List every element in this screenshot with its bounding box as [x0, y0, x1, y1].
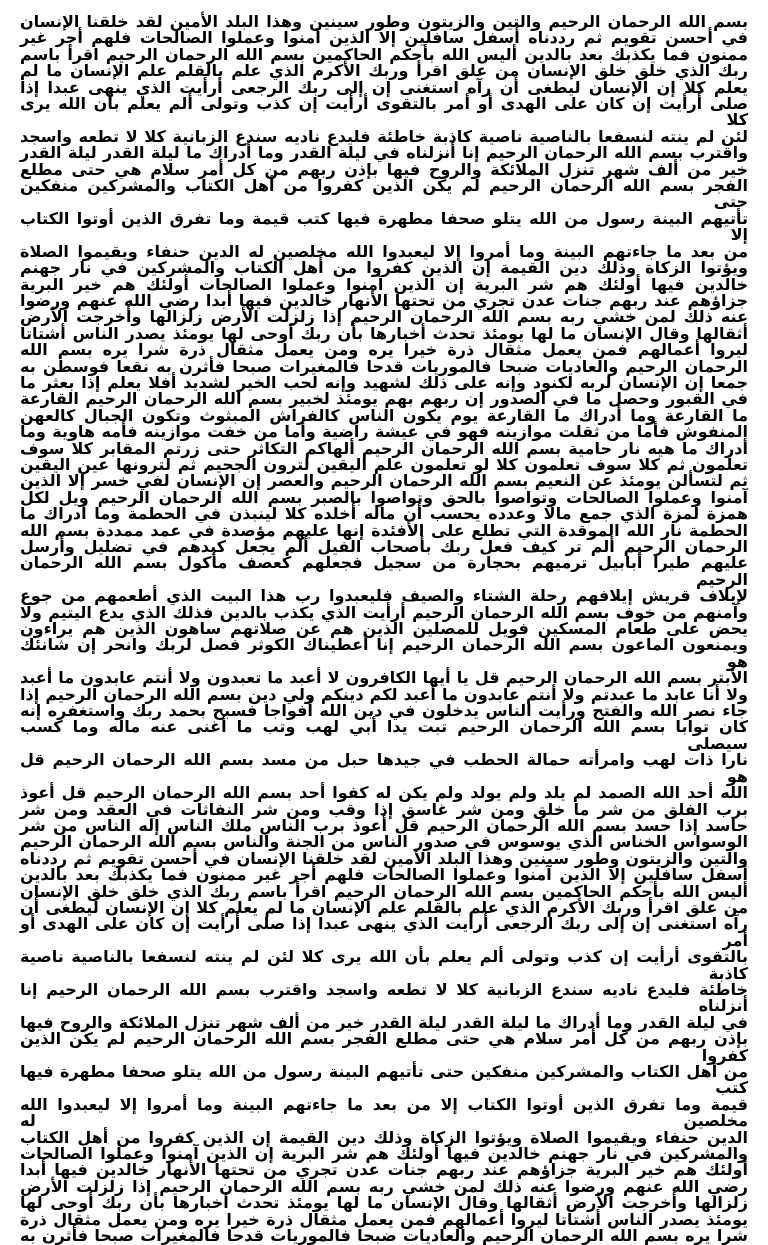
text-line: بسم الله الرحمان الرحيم والتين والزيتون وطور سينين وهذا البلد الأمين لقد خلقنا الإنسان	[20, 12, 748, 31]
text-line: همزة لمزة الذي جمع مالا وعدده يحسب أن ماله أخلده كلا لينبذن في الحطمة وما أدراك ما	[20, 504, 748, 524]
text-line: خير من ألف شهر تنزل الملائكة والروح فيها بإذن ربهم من كل أمر سلام هي حتى مطلع	[20, 159, 748, 179]
text-line: في القبور وحصل ما في الصدور إن ربهم بهم يومئذ لخبير بسم الله الرحمان الرحيم القارعة	[20, 389, 748, 409]
text-line: والتين والزيتون وطور سينين وهذا البلد الأمين لقد خلقنا الإنسان في أحسن تقويم ثم رددناه	[20, 848, 748, 868]
text-line: جزاؤهم عند ربهم جنات عدن تجري من تحتها الأنهار خالدين فيها أبدا رضي الله عنهم ورضوا	[20, 290, 748, 310]
text-line: أولئك هم خير البرية جزاؤهم عند ربهم جنات عدن تجري من تحتها الأنهار خالدين فيها أبدا	[20, 1160, 748, 1180]
text-line: الأبتر بسم الله الرحمان الرحيم قل يا أيها الكافرون لا أعبد ما تعبدون ولا أنتم عابدون ما أعبد	[20, 668, 748, 688]
text-line: جمعا إن الإنسان لربه لكنود وإنه على ذلك لشهيد وإنه لحب الخير لشديد أفلا يعلم إذا بعثر ما	[20, 372, 748, 392]
text-line: الرحمان الرحيم والعاديات ضبحا فالموريات قدحا فالمغيرات صبحا فأثرن به نقعا فوسطن به	[20, 356, 748, 376]
text-line: الله أحد الله الصمد لم يلد ولم يولد ولم يكن له كفوا أحد بسم الله الرحمان الرحيم قل أعوذ	[20, 783, 748, 803]
text-line: آمنوا وعملوا الصالحات وتواصوا بالحق وتواصوا بالصبر بسم الله الرحمان الرحيم ويل لكل	[20, 487, 748, 507]
text-line: من علق اقرأ وربك الأكرم الذي علم بالقلم علم الإنسان ما لم يعلم كلا إن الإنسان ليطغى أن	[20, 897, 748, 917]
text-line: شرا يره بسم الله الرحمان الرحيم والعاديات ضبحا فالموريات قدحا فالمغيرات صبحا فأثرن به	[20, 1226, 748, 1245]
text-line: أدراك ما هيه نار حامية بسم الله الرحمان الرحيم ألهاكم التكاثر حتى زرتم المقابر كلا سوف	[20, 438, 748, 458]
text-line: يومئذ يصدر الناس أشتاتا ليروا أعمالهم فمن يعمل مثقال ذرة خيرا يره ومن يعمل مثقال ذرة	[20, 1209, 748, 1229]
text-line: برب الفلق من شر ما خلق ومن شر غاسق إذا وقب ومن شر النفاثات في العقد ومن شر	[20, 799, 748, 819]
text-line: نارا ذات لهب وامرأته حمالة الحطب في جيدها حبل من مسد بسم الله الرحمان الرحيم قل هو	[20, 750, 748, 786]
text-line: الدين حنفاء ويقيموا الصلاة ويؤتوا الزكاة وذلك دين القيمة إن الذين كفروا من أهل الكتاب	[20, 1127, 748, 1147]
text-line: ثم لتسألن يومئذ عن النعيم بسم الله الرحمان الرحيم والعصر إن الإنسان لفي خسر إلا الذين	[20, 471, 748, 491]
text-line: ولا أنا عابد ما عبدتم ولا أنتم عابدون ما أعبد لكم دينكم ولي دين بسم الله الرحمان الرحيم إذا	[20, 684, 748, 704]
text-line: والمشركين في نار جهنم خالدين فيها أولئك هم شر البرية إن الذين آمنوا وعملوا الصالحات	[20, 1144, 748, 1164]
text-line: ويؤتوا الزكاة وذلك دين القيمة إن الذين كفروا من أهل الكتاب والمشركين في نار جهنم	[20, 258, 748, 278]
text-line: يحض على طعام المسكين فويل للمصلين الذين هم عن صلاتهم ساهون الذين هم يراءون	[20, 619, 748, 639]
text-line: خالدين فيها أولئك هم شر البرية إن الذين آمنوا وعملوا الصالحات أولئك هم خير البرية	[20, 274, 748, 294]
text-line: يعلم كلا إن الإنسان ليطغى أن رآه استغنى إن إلى ربك الرجعى أرأيت الذي ينهى عبدا إذا	[20, 77, 748, 97]
text-line: الرحمان الرحيم ألم تر كيف فعل ربك بأصحاب الفيل ألم يجعل كيدهم في تضليل وأرسل	[20, 537, 748, 556]
text-line: أثقالها وقال الإنسان ما لها يومئذ تحدث أخبارها بأن ربك أوحى لها يومئذ يصدر الناس أشتاتا	[20, 323, 748, 343]
text-line: من أهل الكتاب والمشركين منفكين حتى تأتيهم البينة رسول من الله يتلو صحفا مطهرة فيها كتب	[20, 1062, 748, 1098]
text-line: بإذن ربهم من كل أمر سلام هي حتى مطلع الفجر بسم الله الرحمان الرحيم لم يكن الذين كفروا	[20, 1029, 748, 1065]
text-line: زلزالها وأخرجت الأرض أثقالها وقال الإنسان ما لها يومئذ تحدث أخبارها بأن ربك أوحى لها	[20, 1193, 748, 1213]
text-line: رضي الله عنهم ورضوا عنه ذلك لمن خشي ربه بسم الله الرحمان الرحيم إذا زلزلت الأرض	[20, 1176, 748, 1196]
text-line: أسفل سافلين إلا الذين آمنوا وعملوا الصالحات فلهم أجر غير ممنون فما يكذبك بعد بالدين	[20, 865, 748, 885]
text-line: جاء نصر الله والفتح ورأيت الناس يدخلون في دين الله أفواجا فسبح بحمد ربك واستغفره إنه	[20, 701, 748, 721]
text-line: حاسد إذا حسد بسم الله الرحمان الرحيم قل أعوذ برب الناس ملك الناس إله الناس من شر	[20, 815, 748, 835]
text-line: الوسواس الخناس الذي يوسوس في صدور الناس من الجنة والناس بسم الله الرحمان الرحيم	[20, 832, 748, 852]
text-line: المنفوش فأما من ثقلت موازينه فهو في عيشة راضية وأما من خفت موازينه فأمه هاوية وما	[20, 422, 748, 442]
text-line: خاطئة فليدع ناديه سندع الزبانية كلا لا تطعه واسجد واقترب بسم الله الرحمان الرحيم إنا أنزلناه	[20, 979, 748, 1016]
text-line: لئن لم ينته لنسفعا بالناصية ناصية كاذبة خاطئة فليدع ناديه سندع الزبانية كلا لا تطعه واسجد	[20, 126, 748, 146]
text-line: في أحسن تقويم ثم رددناه أسفل سافلين إلا الذين آمنوا وعملوا الصالحات فلهم أجر غير	[20, 28, 748, 48]
text-line: الحطمة نار الله الموقدة التي تطلع على الأفئدة إنها عليهم مؤصدة في عمد ممددة بسم الله	[20, 520, 748, 540]
text-line: أليس الله بأحكم الحاكمين بسم الله الرحمان الرحيم اقرأ باسم ربك الذي خلق خلق الإنسان	[20, 881, 748, 901]
text-line: ربك الذي خلق خلق الإنسان من علق اقرأ وربك الأكرم الذي علم بالقلم علم الإنسان ما لم	[20, 61, 748, 81]
text-line: صلى أرأيت إن كان على الهدى أو أمر بالتقوى أرأيت إن كذب وتولى ألم يعلم بأن الله يرى كلا	[20, 94, 748, 130]
text-line: ما القارعة وما أدراك ما القارعة يوم يكون الناس كالفراش المبثوث وتكون الجبال كالعهن	[20, 405, 748, 425]
text-line: كان توابا بسم الله الرحمان الرحيم تبت يدا أبي لهب وتب ما أغنى عنه ماله وما كسب سيصلى	[20, 717, 748, 753]
text-line: الفجر بسم الله الرحمان الرحيم لم يكن الذين كفروا من أهل الكتاب والمشركين منفكين حتى	[20, 176, 748, 212]
text-line: عليهم طيرا أبابيل ترميهم بحجارة من سجيل فجعلهم كعصف مأكول بسم الله الرحمان الرحيم	[20, 553, 748, 589]
text-line: ممنون فما يكذبك بعد بالدين أليس الله بأحكم الحاكمين بسم الله الرحمان الرحيم اقرأ باسم	[20, 44, 748, 64]
text-line: ليروا أعمالهم فمن يعمل مثقال ذرة خيرا يره ومن يعمل مثقال ذرة شرا يره بسم الله	[20, 340, 748, 360]
text-line: تعلمون ثم كلا سوف تعلمون كلا لو تعلمون علم اليقين لترون الجحيم ثم لترونها عين اليقين	[20, 454, 748, 474]
text-line: عنه ذلك لمن خشي ربه بسم الله الرحمان الرحيم إذا زلزلت الأرض زلزالها وأخرجت الأرض	[20, 307, 748, 327]
text-line: قيمة وما تفرق الذين أوتوا الكتاب إلا من بعد ما جاءتهم البينة وما أمروا إلا ليعبدوا الله مخلصين له	[20, 1094, 748, 1131]
body-text	[20, 14, 748, 1244]
text-line: وآمنهم من خوف بسم الله الرحمان الرحيم أرأيت الذي يكذب بالدين فذلك الذي يدع اليتيم ولا	[20, 602, 748, 622]
text-line: ويمنعون الماعون بسم الله الرحمان الرحيم إنا أعطيناك الكوثر فصل لربك وانحر إن شانئك هو	[20, 635, 748, 671]
text-line: تأتيهم البينة رسول من الله يتلو صحفا مطهرة فيها كتب قيمة وما تفرق الذين أوتوا الكتاب إلا	[20, 208, 748, 245]
text-line: لإيلاف قريش إيلافهم رحلة الشتاء والصيف فليعبدوا رب هذا البيت الذي أطعمهم من جوع	[20, 586, 748, 606]
text-line: من بعد ما جاءتهم البينة وما أمروا إلا ليعبدوا الله مخلصين له الدين حنفاء ويقيموا الصلاة	[20, 241, 748, 261]
text-line: رآه استغنى إن إلى ربك الرجعى أرأيت الذي ينهى عبدا إذا صلى أرأيت إن كان على الهدى أو أمر	[20, 914, 748, 950]
text-line: بالتقوى أرأيت إن كذب وتولى ألم يعلم بأن الله يرى كلا لئن لم ينته لنسفعا بالناصية ناصية كاذبة	[20, 947, 748, 983]
text-line: في ليلة القدر وما أدراك ما ليلة القدر ليلة القدر خير من ألف شهر تنزل الملائكة والروح فيها	[20, 1012, 748, 1032]
text-line: واقترب بسم الله الرحمان الرحيم إنا أنزلناه في ليلة القدر وما أدراك ما ليلة القدر ليلة القدر	[20, 143, 748, 163]
